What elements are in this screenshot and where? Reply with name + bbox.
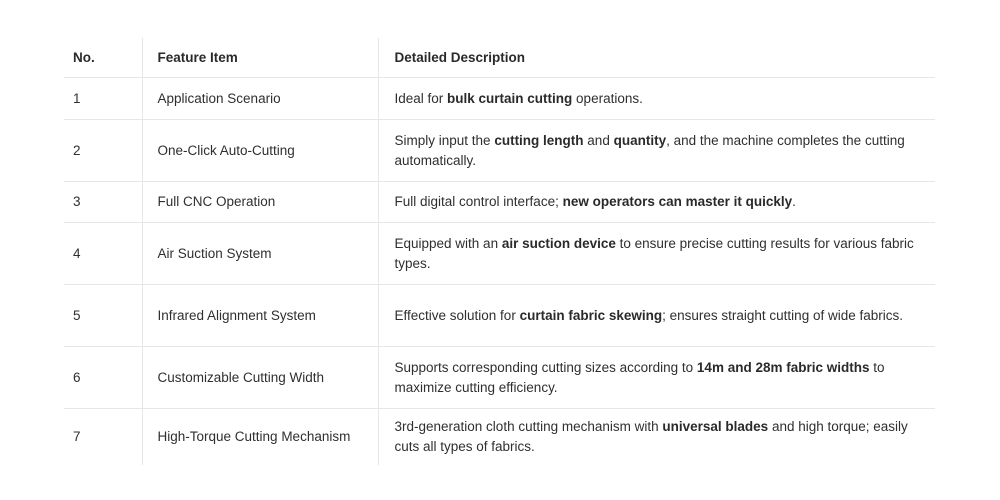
feature-description: Effective solution for curtain fabric skewing; ensures straight cutting of wide fabrics. xyxy=(378,285,935,347)
feature-item: Full CNC Operation xyxy=(142,182,378,223)
feature-description: 3rd-generation cloth cutting mechanism with universal blades and high torque; easily cuts all types of fabrics. xyxy=(378,409,935,466)
table-row xyxy=(64,223,935,285)
table-row xyxy=(64,78,935,120)
feature-item: Customizable Cutting Width xyxy=(142,347,378,409)
row-number: 6 xyxy=(64,347,142,409)
emphasis-text: cutting length xyxy=(494,132,584,148)
row-number: 5 xyxy=(64,285,142,347)
row-number: 2 xyxy=(64,120,142,182)
feature-item: One-Click Auto-Cutting xyxy=(142,120,378,182)
row-number: 7 xyxy=(73,429,81,444)
row-number: 4 xyxy=(64,223,142,285)
feature-item: Infrared Alignment System xyxy=(142,285,378,347)
feature-description: Ideal for bulk curtain cutting operations. xyxy=(378,78,935,120)
table-row xyxy=(64,409,935,466)
feature-description: Supports corresponding cutting sizes according to 14m and 28m fabric widths to maximize cutting efficiency. xyxy=(378,347,935,409)
feature-description: Equipped with an air suction device to ensure precise cutting results for various fabric types. xyxy=(378,223,935,285)
header-feature-item: Feature Item xyxy=(142,38,378,78)
feature-item: High-Torque Cutting Mechanism xyxy=(142,409,378,466)
emphasis-text: universal blades xyxy=(662,419,769,434)
emphasis-text: air suction device xyxy=(501,235,616,251)
emphasis-text: new operators can master it quickly xyxy=(562,194,793,209)
table-row xyxy=(64,285,935,347)
table-body xyxy=(64,78,935,466)
header-detailed-description: Detailed Description xyxy=(378,38,935,78)
table-header xyxy=(64,38,935,78)
emphasis-text: curtain fabric skewing xyxy=(519,307,663,323)
table-row xyxy=(64,182,935,223)
row-number: 1 xyxy=(64,78,142,120)
table-row xyxy=(64,347,935,409)
header-row xyxy=(64,38,935,78)
feature-description: Full digital control interface; new operators can master it quickly. xyxy=(378,182,935,223)
feature-table xyxy=(64,38,935,465)
table-row xyxy=(64,120,935,182)
feature-item: Application Scenario xyxy=(142,78,378,120)
emphasis-text: quantity xyxy=(613,132,667,148)
emphasis-text: 14m and 28m fabric widths xyxy=(696,359,870,375)
feature-item: Air Suction System xyxy=(142,223,378,285)
emphasis-text: bulk curtain cutting xyxy=(447,90,573,106)
row-number: 3 xyxy=(64,182,142,223)
feature-description: Simply input the cutting length and quantity, and the machine completes the cutting automatically. xyxy=(378,120,935,182)
header-no: No. xyxy=(64,38,142,78)
